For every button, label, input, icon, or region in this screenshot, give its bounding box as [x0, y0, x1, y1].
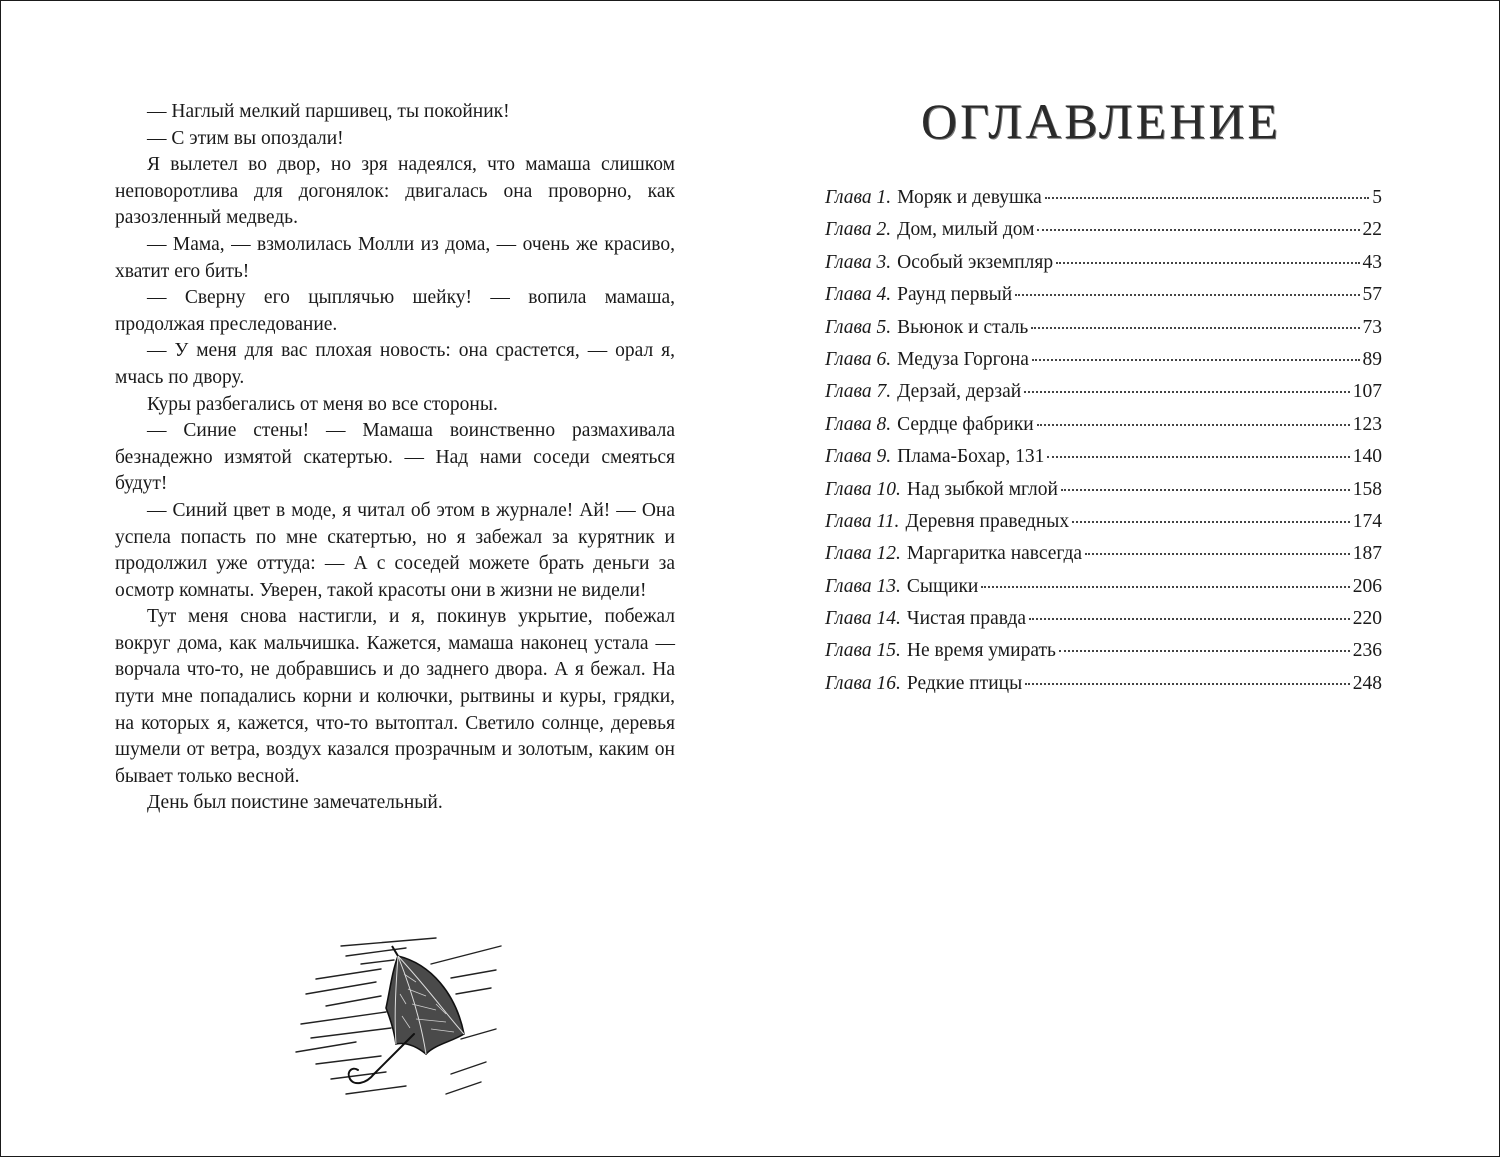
toc-dot-leader [1072, 521, 1350, 523]
toc-dot-leader [1059, 650, 1350, 652]
toc-entry[interactable] [825, 479, 1382, 511]
toc-chapter-number: Глава 12. [825, 543, 901, 565]
paragraph: Тут меня снова настигли, и я, покинув укрытие, побежал вокруг дома, как мальчишка. Кажется, мамаша наконец устала — ворчала что-то, не добравшись и до заднего двора. А я бежал. На пути мне попадались корни и колючки, рытвины и куры, грядки, на которых я, кажется, что-то вытоптал. Светило солнце, деревья шумели от ветра, воздух казался прозрачным и золотым, каким он бывает только весной. [115, 606, 675, 787]
toc-chapter-title: Раунд первый [897, 284, 1013, 306]
toc-page-number: 107 [1352, 381, 1382, 403]
toc-chapter-number: Глава 11. [825, 510, 900, 532]
toc-page-number: 22 [1362, 219, 1382, 241]
toc-chapter-number: Глава 5. [825, 316, 892, 338]
toc-dot-leader [1025, 683, 1350, 685]
toc-entry[interactable] [825, 576, 1382, 608]
toc-dot-leader [1085, 553, 1350, 555]
toc-page-number: 220 [1352, 608, 1382, 630]
toc-dot-leader [1015, 294, 1359, 296]
toc-entry[interactable] [825, 187, 1382, 219]
toc-chapter-title: Моряк и девушка [897, 187, 1042, 208]
paragraph: Я вылетел во двор, но зря надеялся, что мамаша слишком неповоротлива для догонялок: двигалась она проворно, как разозленный медведь. [115, 154, 675, 229]
toc-dot-leader [1032, 359, 1360, 361]
toc-chapter-title: Чистая правда [906, 608, 1027, 630]
toc-page-number: 43 [1362, 251, 1382, 273]
toc-dot-leader [1061, 489, 1350, 491]
toc-page-number: 89 [1362, 348, 1382, 370]
toc-page-number: 57 [1362, 284, 1382, 306]
toc-dot-leader [1024, 391, 1350, 393]
toc-chapter-title: Дерзай, дерзай [897, 381, 1022, 403]
toc-entry[interactable] [825, 349, 1382, 381]
toc-chapter-title: Вьюнок и сталь [897, 316, 1029, 338]
toc-entry[interactable] [825, 252, 1382, 284]
toc-entry[interactable] [825, 640, 1382, 672]
toc-page-number: 5 [1372, 187, 1382, 208]
toc-chapter-title: Редкие птицы [906, 672, 1023, 694]
toc-entry[interactable] [825, 673, 1382, 705]
toc-page-number: 73 [1362, 316, 1382, 338]
paragraph: — Наглый мелкий паршивец, ты покойник! [147, 101, 510, 122]
toc-chapter-number: Глава 6. [825, 348, 892, 370]
toc-page-number: 187 [1352, 543, 1382, 565]
toc-page-number: 123 [1352, 413, 1382, 435]
paragraph: — С этим вы опоздали! [147, 127, 344, 149]
toc-list [825, 187, 1382, 705]
toc-entry[interactable] [825, 219, 1382, 251]
toc-dot-leader [1037, 229, 1359, 231]
toc-page-number: 174 [1352, 510, 1382, 532]
toc-chapter-number: Глава 1. [825, 187, 892, 208]
toc-chapter-number: Глава 16. [825, 672, 901, 694]
toc-dot-leader [1031, 327, 1359, 329]
toc-dot-leader [1029, 618, 1350, 620]
paragraph: Куры разбегались от меня во все стороны. [147, 393, 498, 415]
toc-page-number: 236 [1352, 640, 1382, 662]
toc-chapter-number: Глава 3. [825, 251, 892, 273]
toc-page-number: 140 [1352, 446, 1382, 468]
toc-chapter-title: Плама-Бохар, 131 [897, 446, 1045, 468]
toc-entry[interactable] [825, 414, 1382, 446]
toc-dot-leader [981, 586, 1349, 588]
toc-dot-leader [1056, 262, 1359, 264]
toc-entry[interactable] [825, 284, 1382, 316]
toc-chapter-number: Глава 9. [825, 446, 892, 468]
umbrella-in-wind-icon [286, 934, 506, 1134]
toc-chapter-title: Не время умирать [906, 640, 1056, 662]
toc-chapter-number: Глава 15. [825, 640, 901, 662]
toc-title: ОГЛАВЛЕНИЕ [921, 93, 1281, 149]
toc-chapter-number: Глава 2. [825, 219, 892, 241]
toc-chapter-title: Дом, милый дом [897, 219, 1035, 241]
toc-entry[interactable] [825, 608, 1382, 640]
toc-dot-leader [1037, 424, 1350, 426]
toc-chapter-number: Глава 8. [825, 413, 892, 435]
toc-chapter-number: Глава 14. [825, 608, 901, 630]
toc-chapter-title: Особый экземпляр [897, 251, 1054, 273]
paragraph: День был поистине замечательный. [147, 792, 443, 814]
paragraph: — Синий цвет в моде, я читал об этом в журнале! Ай! — Она успела попасть по мне скатертью, но я забежал за курятник и продолжил уже оттуда: — А с соседей можете брать деньги за осмотр комнаты. Уверен, такой красоты они в жизни не видели! [115, 499, 675, 601]
toc-chapter-title: Над зыбкой мглой [906, 478, 1058, 500]
toc-chapter-number: Глава 10. [825, 478, 901, 500]
toc-dot-leader [1045, 197, 1369, 199]
paragraph: — Синие стены! — Мамаша воинственно размахивала безнадежно измятой скатертью. — Над нами соседи смеяться будут! [115, 420, 675, 495]
toc-chapter-title: Сыщики [906, 575, 979, 597]
paragraph: — Мама, — взмолилась Молли из дома, — очень же красиво, хватит его бить! [115, 233, 675, 282]
toc-chapter-title: Деревня праведных [905, 510, 1070, 532]
toc-chapter-number: Глава 4. [825, 284, 892, 306]
toc-page-number: 206 [1352, 575, 1382, 597]
paragraph: — Сверну его цыплячью шейку! — вопила мамаша, продолжая преследование. [115, 287, 675, 335]
toc-chapter-title: Медуза Горгона [897, 348, 1029, 370]
toc-chapter-number: Глава 7. [825, 381, 892, 403]
toc-chapter-number: Глава 13. [825, 575, 901, 597]
toc-chapter-title: Маргаритка навсегда [906, 543, 1083, 565]
toc-chapter-title: Сердце фабрики [897, 413, 1034, 435]
toc-page-number: 158 [1352, 478, 1382, 500]
toc-entry[interactable] [825, 317, 1382, 349]
toc-page-number: 248 [1352, 672, 1382, 694]
toc-dot-leader [1047, 456, 1349, 458]
paragraph: — У меня для вас плохая новость: она срастется, — орал я, мчась по двору. [115, 340, 675, 388]
left-page-text [115, 99, 675, 817]
toc-entry[interactable] [825, 381, 1382, 413]
toc-entry[interactable] [825, 543, 1382, 575]
toc-entry[interactable] [825, 511, 1382, 543]
toc-entry[interactable] [825, 446, 1382, 478]
